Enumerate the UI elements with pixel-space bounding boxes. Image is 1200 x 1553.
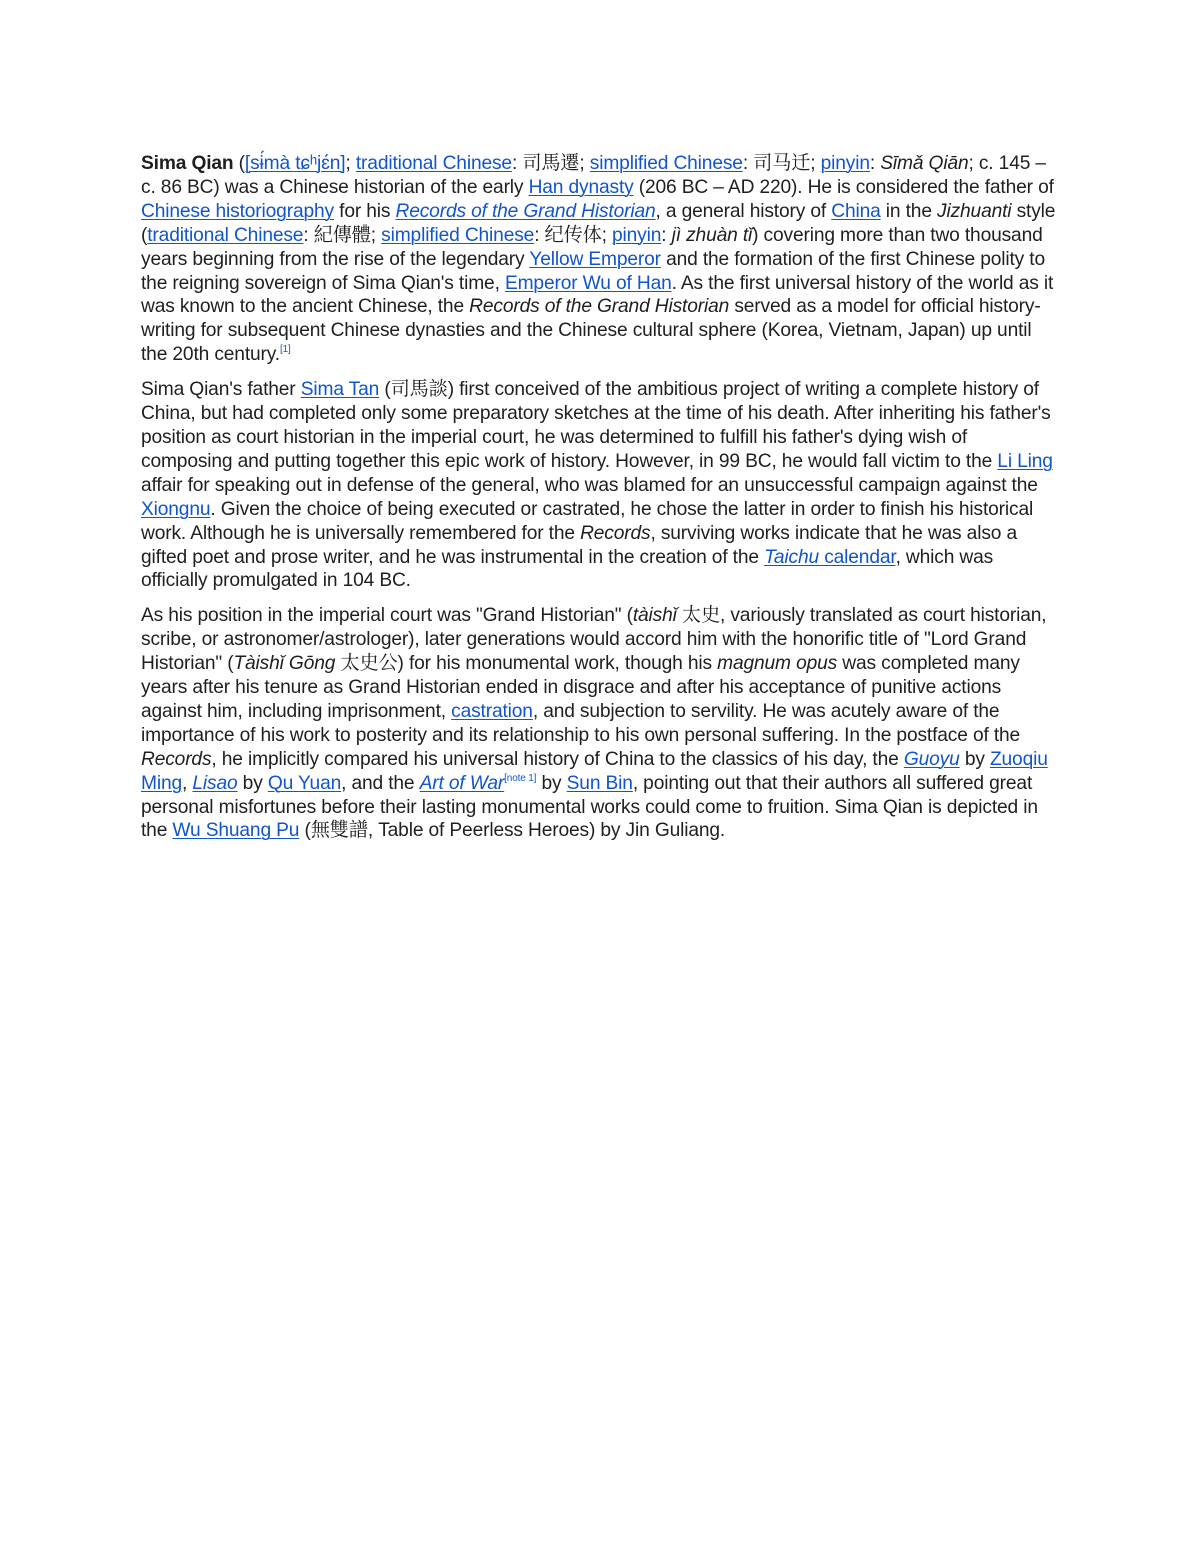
link-qu-yuan[interactable]: Qu Yuan: [267, 772, 342, 794]
body-text: , surviving works indicate that he was also a gifted poet and prose writer, and he was instrumental in the creation of the: [141, 522, 1017, 568]
body-text: . As the first universal history of the world as it was known to the ancient Chinese, the: [141, 272, 1054, 318]
body-text: affair for speaking out in defense of the general, who was blamed for an unsuccessful campaign against the: [141, 474, 1038, 496]
article-subject: Sima Qian: [141, 153, 234, 174]
body-text: (206 BC – AD 220). He is considered the father of: [633, 176, 1054, 198]
body-text: by: [959, 748, 990, 770]
link-sun-bin[interactable]: Sun Bin: [566, 772, 633, 794]
footnote-ref[interactable]: [note 1]: [504, 772, 537, 784]
italic-term: magnum opus: [717, 653, 838, 675]
body-text: As his position in the imperial court was "Grand Historian" (: [141, 605, 633, 627]
body-text: :: [661, 224, 672, 246]
body-text: , pointing out that their authors all suffered great personal misfortunes before their lasting monumental works could come to fruition. Sima Qian is depicted in the: [141, 772, 1038, 842]
body-text: by: [536, 772, 567, 794]
link-traditional-chinese[interactable]: traditional Chinese: [147, 224, 304, 246]
body-text: ,: [182, 772, 193, 794]
body-text: ) covering more than two thousand years beginning from the rise of the legendary: [141, 224, 1043, 270]
body-text: : 纪传体;: [534, 224, 613, 246]
italic-term: Jizhuanti: [937, 200, 1012, 222]
body-text: : 司馬遷;: [511, 153, 590, 174]
link-simplified-chinese[interactable]: simplified Chinese: [589, 153, 743, 174]
link-guoyu[interactable]: Guoyu: [903, 748, 960, 770]
body-text: in the: [880, 200, 938, 222]
link-taichu[interactable]: Taichu: [764, 546, 820, 568]
body-text: 太史, variously translated as court historian, scribe, or astronomer/astrologer), later generations would accord him with the honorific title of "Lord Grand Historian" (: [141, 605, 1047, 675]
link-pinyin[interactable]: pinyin: [820, 153, 870, 174]
body-text: 太史公) for his monumental work, though his: [335, 653, 718, 675]
body-text: was completed many years after his tenure as Grand Historian ended in disgrace and after his acceptance of punitive actions against him, including imprisonment,: [141, 653, 1020, 722]
italic-term: Tàishǐ Gōng: [233, 653, 336, 675]
link-simplified-chinese[interactable]: simplified Chinese: [381, 224, 535, 246]
link-china[interactable]: China: [831, 200, 881, 222]
link-chinese-historiography[interactable]: Chinese historiography: [141, 200, 334, 222]
link-yellow-emperor[interactable]: Yellow Emperor: [529, 248, 661, 270]
link-castration[interactable]: castration: [451, 700, 533, 722]
body-text: (司馬談) first conceived of the ambitious project of writing a complete history of China, but had completed only some preparatory sketches at the time of his death. After inheriting his father's position as court historian in the imperial court, he was determined to fulfill his father's dying wish of composing and putting together this epic work of history. However, in 99 BC, he would fall victim to the: [141, 379, 1051, 472]
italic-term: Sīmǎ Qiān: [880, 153, 969, 174]
body-text: style (: [141, 200, 1056, 246]
link-traditional-chinese[interactable]: traditional Chinese: [355, 153, 512, 174]
document-page: [141, 152, 1061, 854]
italic-term: tàishǐ: [632, 605, 677, 627]
link-records-of-the-grand-historian[interactable]: Records of the Grand Historian: [395, 200, 656, 222]
body-text: . Given the choice of being executed or castrated, he chose the latter in order to finish his historical work. Although he is universally remembered for the: [141, 498, 1034, 544]
body-text: , a general history of: [655, 200, 832, 222]
italic-term: Records: [580, 522, 651, 544]
body-text: ;: [345, 153, 356, 174]
body-text: (: [233, 153, 245, 174]
body-text: , and the: [341, 772, 420, 794]
body-text: by: [237, 772, 268, 794]
italic-term: jì zhuàn tǐ: [671, 224, 753, 246]
body-text: for his: [333, 200, 396, 222]
paragraph-title: [141, 604, 1061, 843]
link-art-of-war[interactable]: Art of War: [419, 772, 505, 794]
body-text: Sima Qian's father: [141, 379, 301, 401]
body-text: :: [869, 153, 881, 174]
link-xiongnu[interactable]: Xiongnu: [141, 498, 211, 520]
italic-term: Records of the Grand Historian: [469, 296, 730, 318]
body-text: (無雙譜, Table of Peerless Heroes) by Jin Guliang.: [299, 820, 726, 842]
link-calendar[interactable]: calendar: [819, 546, 896, 568]
body-text: served as a model for official history-writing for subsequent Chinese dynasties and the Chinese cultural sphere (Korea, Vietnam, Japan) up until the 20th century.: [141, 296, 1041, 366]
italic-term: Records: [141, 748, 212, 770]
link-lisao[interactable]: Lisao: [192, 772, 238, 794]
link-s-m-t-j-n[interactable]: [sɨ́mà tɕʰjɛ́n]: [244, 153, 346, 174]
link-zuoqiu-ming[interactable]: Zuoqiu Ming: [141, 748, 1048, 794]
body-text: : 司马迁;: [742, 153, 821, 174]
body-text: , and subjection to servility. He was acutely aware of the importance of his work to posterity and its relationship to his own personal suffering. In the postface of the: [141, 700, 1021, 746]
link-sima-tan[interactable]: Sima Tan: [300, 379, 380, 401]
link-han-dynasty[interactable]: Han dynasty: [528, 176, 634, 198]
link-pinyin[interactable]: pinyin: [612, 224, 662, 246]
body-text: , which was officially promulgated in 104 BC.: [141, 546, 994, 592]
paragraph-father: [141, 378, 1061, 593]
body-text: , he implicitly compared his universal history of China to the classics of his day, the: [211, 748, 904, 770]
link-emperor-wu-of-han[interactable]: Emperor Wu of Han: [504, 272, 672, 294]
paragraph-intro: [141, 152, 1061, 367]
body-text: ; c. 145 – c. 86 BC) was a Chinese historian of the early: [141, 153, 1046, 198]
footnote-ref[interactable]: [1]: [279, 344, 291, 356]
body-text: and the formation of the first Chinese polity to the reigning sovereign of Sima Qian's time,: [141, 248, 1045, 294]
link-li-ling[interactable]: Li Ling: [997, 450, 1053, 472]
body-text: : 紀傳體;: [303, 224, 382, 246]
link-wu-shuang-pu[interactable]: Wu Shuang Pu: [172, 820, 300, 842]
